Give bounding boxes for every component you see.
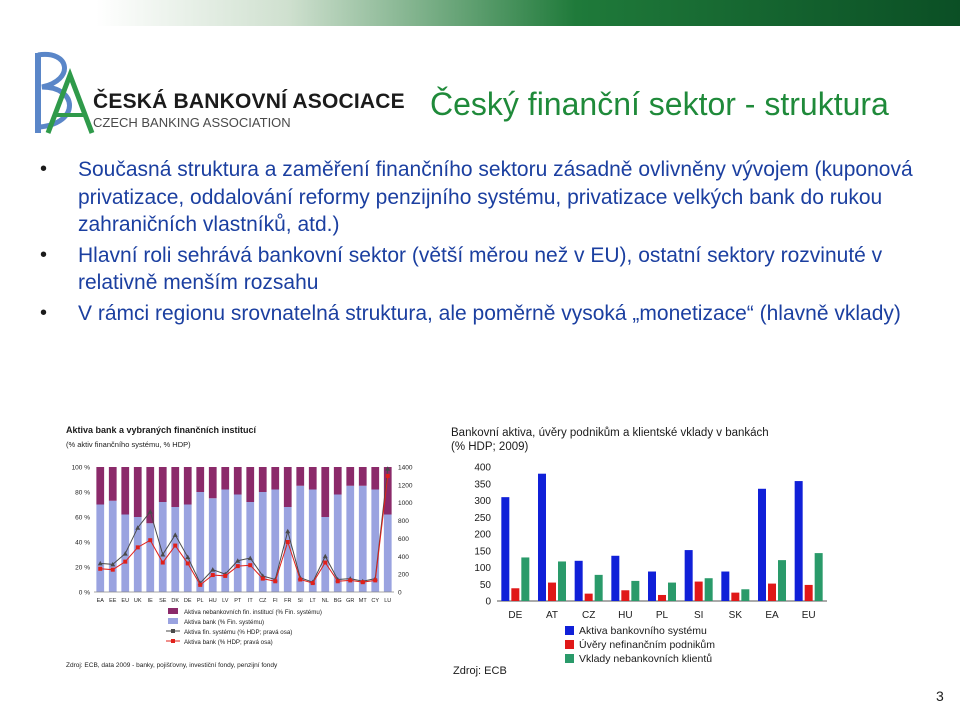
chart1-bar-nonbanks xyxy=(234,467,242,495)
chart1-category-label: HU xyxy=(208,598,217,604)
chart2-category-label: PL xyxy=(655,610,669,621)
chart1-bar-banks xyxy=(184,505,192,593)
chart1-line-banks-point xyxy=(386,474,390,478)
chart1-left-tick-label: 80 % xyxy=(75,489,90,497)
chart2-bar xyxy=(685,550,693,601)
chart1-bar-nonbanks xyxy=(196,467,204,492)
chart1-bar-nonbanks xyxy=(134,467,142,517)
chart1-line-banks-point xyxy=(298,578,302,582)
chart1-bar-banks xyxy=(359,486,367,592)
chart2-bar xyxy=(511,588,519,601)
chart2-bar xyxy=(501,497,509,601)
chart2-tick-label: 400 xyxy=(474,462,491,474)
chart1-bar-nonbanks xyxy=(246,467,254,502)
chart2-category-label: HU xyxy=(618,610,633,621)
chart2-category-label: SI xyxy=(693,610,704,621)
chart2-bar xyxy=(538,474,546,601)
chart1-bar-banks xyxy=(246,502,254,592)
chart1-bar-nonbanks xyxy=(309,467,317,490)
chart1-right-tick-label: 1200 xyxy=(398,482,413,490)
chart1-bar-nonbanks xyxy=(359,467,367,486)
chart1-legend-label: Aktiva bank (% HDP; pravá osa) xyxy=(184,639,273,646)
chart1-line-banks xyxy=(100,476,388,585)
chart1-left-tick-label: 100 % xyxy=(71,464,90,472)
chart1-line-banks-point xyxy=(348,578,352,582)
chart2-bar xyxy=(815,553,823,601)
header-gradient-bar xyxy=(0,0,960,26)
chart2-bar xyxy=(585,594,593,601)
chart1-category-label: LV xyxy=(222,598,229,604)
chart1-category-label: EU xyxy=(121,598,130,604)
chart2-bar xyxy=(721,572,729,601)
chart2-bar xyxy=(648,572,656,601)
chart1-bar-nonbanks xyxy=(371,467,379,490)
chart2-bar xyxy=(741,589,749,601)
chart1-category-label: DK xyxy=(171,598,180,604)
chart1-category-label: SE xyxy=(159,598,167,604)
bullet-text: Hlavní roli sehrává bankovní sektor (větší měrou než v EU), ostatní sektory rozvinuté v relativně menším rozsahu xyxy=(78,243,883,294)
chart1-bar-nonbanks xyxy=(221,467,229,490)
chart1-bar-nonbanks xyxy=(171,467,179,507)
chart1-category-label: CY xyxy=(371,598,380,604)
chart1-bar-nonbanks xyxy=(334,467,342,495)
chart1-bar-nonbanks xyxy=(271,467,279,490)
bullet-dot-icon: • xyxy=(40,243,48,266)
chart1-category-label: EA xyxy=(96,598,104,604)
bullet-text: V rámci regionu srovnatelná struktura, ale poměrně vysoká „monetizace“ (hlavně vklady) xyxy=(78,301,901,325)
chart2-category-label: EU xyxy=(801,610,816,621)
bullet-item xyxy=(40,156,940,239)
chart1-bar-nonbanks xyxy=(159,467,167,502)
chart1-right-tick-label: 0 xyxy=(398,589,402,597)
chart1-right-tick-label: 1000 xyxy=(398,500,413,508)
chart2-bar xyxy=(575,561,583,601)
chart2-bar xyxy=(695,582,703,601)
chart2-bar xyxy=(595,575,603,601)
chart1-category-label: GR xyxy=(346,598,355,604)
chart-bank-assets-loans-deposits xyxy=(445,420,845,685)
chart2-bar xyxy=(621,590,629,601)
chart2-bar xyxy=(731,593,739,601)
chart1-legend-swatch xyxy=(168,618,178,624)
chart1-category-label: MT xyxy=(358,598,367,604)
chart2-bar xyxy=(558,561,566,601)
chart1-category-label: FI xyxy=(272,598,278,604)
chart1-line-banks-point xyxy=(361,580,365,584)
chart1-bar-banks xyxy=(234,495,242,593)
chart1-right-tick-label: 600 xyxy=(398,535,409,543)
chart2-category-label: SK xyxy=(728,610,743,621)
chart2-tick-label: 250 xyxy=(474,512,491,524)
chart1-bar-banks xyxy=(346,486,354,592)
chart1-category-label: UK xyxy=(133,598,142,604)
chart2-bar xyxy=(778,560,786,601)
chart2-tick-label: 100 xyxy=(474,563,491,574)
chart2-bar xyxy=(768,584,776,601)
chart2-category-label: DE xyxy=(508,610,523,621)
chart2-bar xyxy=(521,557,529,601)
chart2-bar xyxy=(705,578,713,601)
chart2-category-label: EA xyxy=(765,610,779,621)
bullet-list xyxy=(40,156,940,330)
chart1-bar-nonbanks xyxy=(121,467,129,515)
chart1-line-banks-point xyxy=(186,561,190,565)
chart2-tick-label: 150 xyxy=(474,546,491,558)
chart1-bar-banks xyxy=(384,515,392,593)
chart1-category-label: SI xyxy=(297,598,303,604)
chart1-category-label: EE xyxy=(109,598,117,604)
chart2-bar xyxy=(805,585,813,601)
chart2-legend-label: Vklady nebankovních klientů xyxy=(579,653,713,665)
chart1-category-label: FR xyxy=(284,598,292,604)
chart1-line-banks-point xyxy=(98,567,102,571)
logo-name: ČESKÁ BANKOVNÍ ASOCIACE xyxy=(93,90,405,113)
chart1-bar-nonbanks xyxy=(209,467,217,498)
chart1-category-label: PT xyxy=(234,598,242,604)
chart1-category-label: NL xyxy=(321,598,329,604)
chart2-tick-label: 300 xyxy=(474,496,491,507)
chart2-bar xyxy=(795,481,803,601)
chart1-title: Aktiva bank a vybraných finančních institucí xyxy=(66,425,257,435)
chart2-title: Bankovní aktiva, úvěry podnikům a klientské vklady v bankách xyxy=(451,427,769,439)
logo-subtitle: CZECH BANKING ASSOCIATION xyxy=(93,115,291,130)
slide-number: 3 xyxy=(936,688,944,704)
chart1-category-label: CZ xyxy=(259,598,267,604)
chart2-tick-label: 50 xyxy=(479,579,491,591)
chart1-category-label: IE xyxy=(147,598,153,604)
chart1-bar-nonbanks xyxy=(346,467,354,486)
chart1-subtitle: (% aktiv finančního systému, % HDP) xyxy=(66,440,191,449)
chart1-line-banks-point xyxy=(373,578,377,582)
chart2-bar xyxy=(668,583,676,601)
chart1-legend-label: Aktiva bank (% Fin. systému) xyxy=(184,619,265,626)
chart1-line-banks-point xyxy=(111,568,115,572)
chart1-line-banks-point xyxy=(311,581,315,585)
chart1-category-label: DE xyxy=(183,598,192,604)
chart1-bar-banks xyxy=(209,498,217,592)
chart2-tick-label: 0 xyxy=(485,596,491,608)
chart1-line-banks-point xyxy=(123,560,127,564)
chart1-bar-banks xyxy=(109,501,117,592)
chart1-legend-marker xyxy=(171,629,175,633)
chart1-right-tick-label: 400 xyxy=(398,553,409,561)
chart1-left-tick-label: 20 % xyxy=(75,564,90,572)
chart1-bar-banks xyxy=(271,490,279,593)
chart2-legend-swatch xyxy=(565,654,574,663)
slide-title: Český finanční sektor - struktura xyxy=(430,86,889,122)
chart2-bar xyxy=(631,581,639,601)
chart2-source: Zdroj: ECB xyxy=(453,665,507,677)
chart1-legend-marker xyxy=(171,639,175,643)
chart2-bar xyxy=(548,583,556,601)
chart1-bar-nonbanks xyxy=(321,467,329,517)
chart2-tick-label: 200 xyxy=(474,529,491,541)
chart1-line-banks-point xyxy=(286,540,290,544)
chart1-left-tick-label: 60 % xyxy=(75,514,90,522)
chart1-bar-banks xyxy=(159,502,167,592)
chart1-line-banks-point xyxy=(223,574,227,578)
chart1-bar-banks xyxy=(96,505,104,593)
chart2-bar xyxy=(658,595,666,601)
chart2-legend-label: Aktiva bankovního systému xyxy=(579,625,707,637)
chart2-category-label: AT xyxy=(545,610,559,621)
chart1-category-label: BG xyxy=(333,598,342,604)
chart1-right-tick-label: 200 xyxy=(398,571,409,579)
chart1-bar-nonbanks xyxy=(96,467,104,505)
bullet-item xyxy=(40,242,940,297)
chart1-legend-swatch xyxy=(168,608,178,614)
chart1-line-banks-point xyxy=(198,583,202,587)
chart1-line-banks-point xyxy=(173,544,177,548)
chart1-line-banks-point xyxy=(273,579,277,583)
chart2-legend-label: Úvěry nefinančním podnikům xyxy=(579,639,715,651)
bullet-dot-icon: • xyxy=(40,158,48,180)
chart1-bar-nonbanks xyxy=(109,467,117,501)
chart1-line-banks-point xyxy=(248,563,252,567)
chart1-line-banks-point xyxy=(148,538,152,542)
chart1-legend-label: Aktiva fin. systému (% HDP; pravá osa) xyxy=(184,629,293,636)
chart1-line-banks-point xyxy=(261,577,265,581)
chart2-subtitle: (% HDP; 2009) xyxy=(451,441,529,453)
chart1-category-label: LU xyxy=(384,598,392,604)
chart1-bar-nonbanks xyxy=(284,467,292,507)
chart1-right-tick-label: 800 xyxy=(398,518,409,526)
chart2-bar xyxy=(611,556,619,601)
chart1-right-tick-label: 1400 xyxy=(398,464,413,472)
chart1-line-banks-point xyxy=(161,561,165,565)
chart1-left-tick-label: 0 % xyxy=(78,589,90,597)
chart1-category-label: IT xyxy=(247,598,253,604)
chart2-bar xyxy=(758,489,766,601)
chart1-category-label: LT xyxy=(309,598,316,604)
bullet-text: Současná struktura a zaměření finančního sektoru zásadně ovlivněny vývojem (kuponová privatizace, oddalování reformy penzijního systému, privatizace velkých bank do rukou zahraničních vlastníků, atd.) xyxy=(78,158,913,236)
chart1-line-banks-point xyxy=(323,561,327,565)
chart2-legend-swatch xyxy=(565,640,574,649)
chart1-left-tick-label: 40 % xyxy=(75,539,90,547)
chart2-legend-swatch xyxy=(565,626,574,635)
chart1-line-banks-point xyxy=(236,564,240,568)
bullet-item xyxy=(40,300,940,328)
chart1-line-banks-point xyxy=(136,545,140,549)
chart1-bar-banks xyxy=(146,523,154,592)
chart2-category-label: CZ xyxy=(581,610,596,621)
chart1-bar-nonbanks xyxy=(259,467,267,492)
chart1-bar-nonbanks xyxy=(296,467,304,486)
chart1-legend-label: Aktiva nebankovních fin. institucí (% Fin. systému) xyxy=(184,609,322,616)
bullet-dot-icon: • xyxy=(40,301,48,324)
chart-bank-assets-eu xyxy=(60,420,430,675)
chart1-line-banks-point xyxy=(336,579,340,583)
chart1-line-banks-point xyxy=(211,573,215,577)
chart1-category-label: PL xyxy=(196,598,204,604)
chart1-source: Zdroj: ECB, data 2009 - banky, pojišťovny, investiční fondy, penzijní fondy xyxy=(66,662,278,669)
chart1-bar-nonbanks xyxy=(184,467,192,505)
chart2-tick-label: 350 xyxy=(474,479,491,491)
